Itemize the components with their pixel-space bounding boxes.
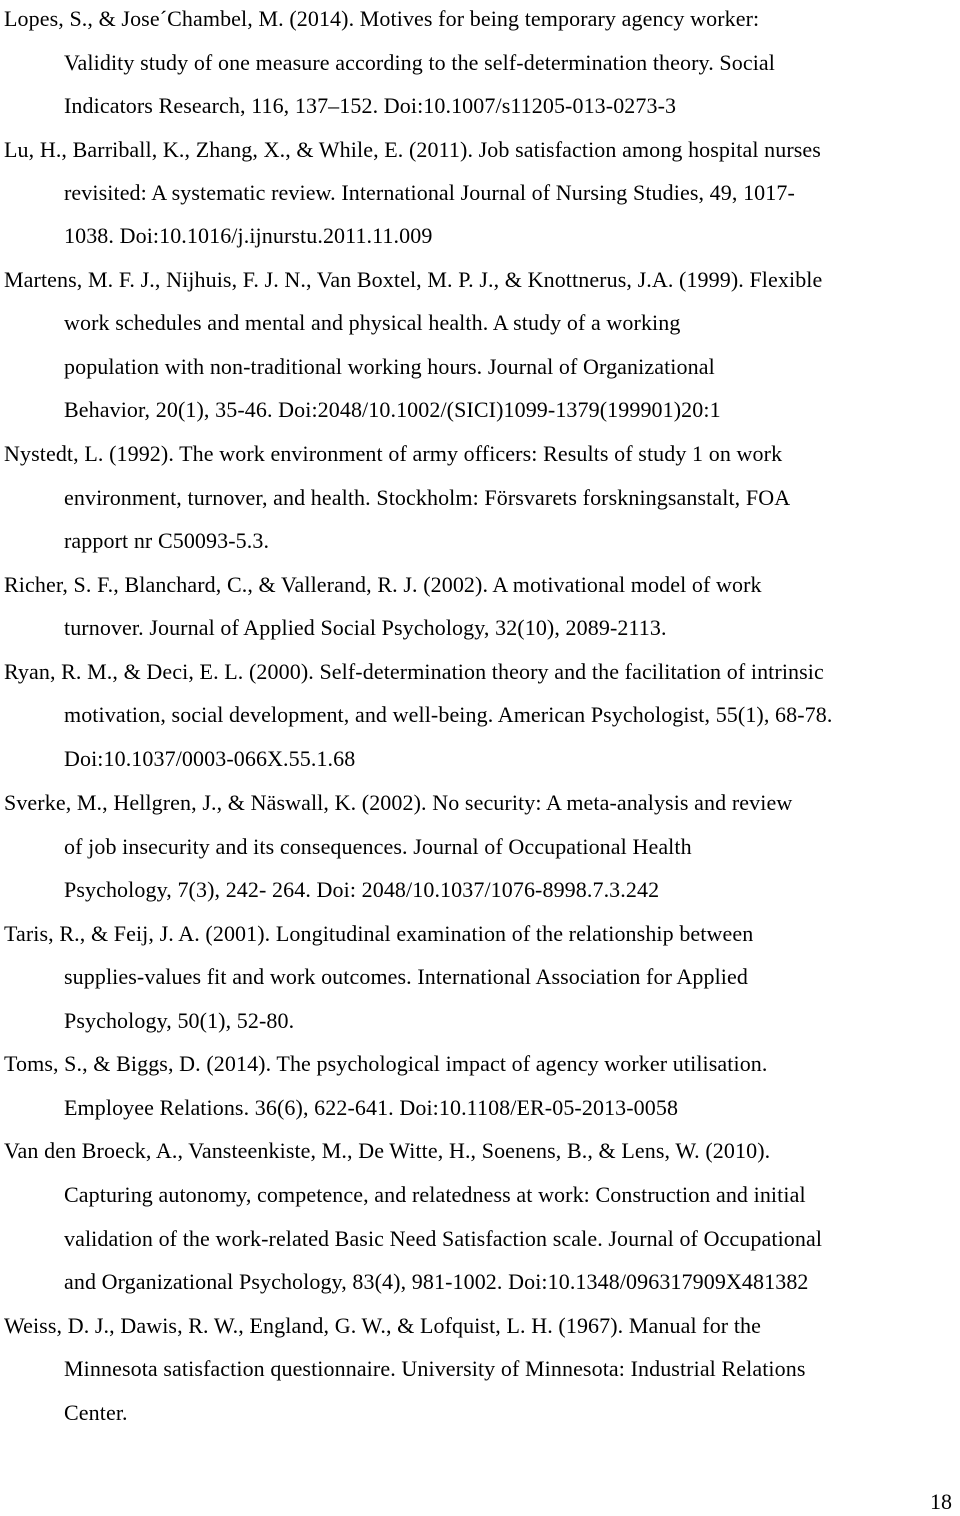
reference-line: turnover. Journal of Applied Social Psychology, 32(10), 2089-2113. [64, 615, 667, 640]
reference-line: Sverke, M., Hellgren, J., & Näswall, K. (2002). No security: A meta-analysis and review [4, 790, 793, 815]
reference-line: Center. [64, 1400, 128, 1425]
reference-line: Toms, S., & Biggs, D. (2014). The psychological impact of agency worker utilisation. [4, 1051, 768, 1076]
reference-line: motivation, social development, and well-being. American Psychologist, 55(1), 68-78. [64, 702, 833, 727]
reference-line: work schedules and mental and physical health. A study of a working [64, 310, 681, 335]
reference-line: Behavior, 20(1), 35-46. Doi:2048/10.1002/(SICI)1099-1379(199901)20:1 [64, 397, 721, 422]
reference-line: Minnesota satisfaction questionnaire. University of Minnesota: Industrial Relations [64, 1356, 806, 1381]
reference-line: Validity study of one measure according to the self-determination theory. Social [64, 50, 775, 75]
reference-line: rapport nr C50093-5.3. [64, 528, 270, 553]
reference-line: of job insecurity and its consequences. Journal of Occupational Health [64, 834, 692, 859]
reference-line: supplies-values fit and work outcomes. International Association for Applied [64, 964, 748, 989]
reference-line: Richer, S. F., Blanchard, C., & Vallerand, R. J. (2002). A motivational model of work [4, 572, 762, 597]
reference-line: population with non-traditional working hours. Journal of Organizational [64, 354, 715, 379]
reference-line: Capturing autonomy, competence, and relatedness at work: Construction and initial [64, 1182, 806, 1207]
reference-line: Doi:10.1037/0003-066X.55.1.68 [64, 746, 356, 771]
reference-line: Van den Broeck, A., Vansteenkiste, M., De Witte, H., Soenens, B., & Lens, W. (2010). [4, 1138, 771, 1163]
reference-line: Indicators Research, 116, 137–152. Doi:10.1007/s11205-013-0273-3 [64, 93, 677, 118]
reference-line: environment, turnover, and health. Stockholm: Försvarets forskningsanstalt, FOA [64, 485, 791, 510]
reference-line: Psychology, 50(1), 52-80. [64, 1008, 295, 1033]
reference-line: Martens, M. F. J., Nijhuis, F. J. N., Van Boxtel, M. P. J., & Knottnerus, J.A. (1999). Flexible [4, 267, 823, 292]
reference-line: Nystedt, L. (1992). The work environment of army officers: Results of study 1 on work [4, 441, 783, 466]
reference-line: revisited: A systematic review. International Journal of Nursing Studies, 49, 1017- [64, 180, 795, 205]
reference-line: Lopes, S., & Jose´Chambel, M. (2014). Motives for being temporary agency worker: [4, 6, 760, 31]
page-number: 18 [930, 1489, 952, 1514]
reference-line: Weiss, D. J., Dawis, R. W., England, G. W., & Lofquist, L. H. (1967). Manual for the [4, 1313, 762, 1338]
reference-line: and Organizational Psychology, 83(4), 981-1002. Doi:10.1348/096317909X481382 [64, 1269, 809, 1294]
reference-line: Psychology, 7(3), 242- 264. Doi: 2048/10.1037/1076-8998.7.3.242 [64, 877, 660, 902]
reference-line: Taris, R., & Feij, J. A. (2001). Longitudinal examination of the relationship between [4, 921, 754, 946]
reference-line: Ryan, R. M., & Deci, E. L. (2000). Self-determination theory and the facilitation of intrinsic [4, 659, 824, 684]
reference-line: Lu, H., Barriball, K., Zhang, X., & While, E. (2011). Job satisfaction among hospital nurses [4, 137, 821, 162]
reference-line: Employee Relations. 36(6), 622-641. Doi:10.1108/ER-05-2013-0058 [64, 1095, 679, 1120]
reference-line: 1038. Doi:10.1016/j.ijnurstu.2011.11.009 [64, 223, 433, 248]
reference-line: validation of the work-related Basic Need Satisfaction scale. Journal of Occupational [64, 1226, 823, 1251]
